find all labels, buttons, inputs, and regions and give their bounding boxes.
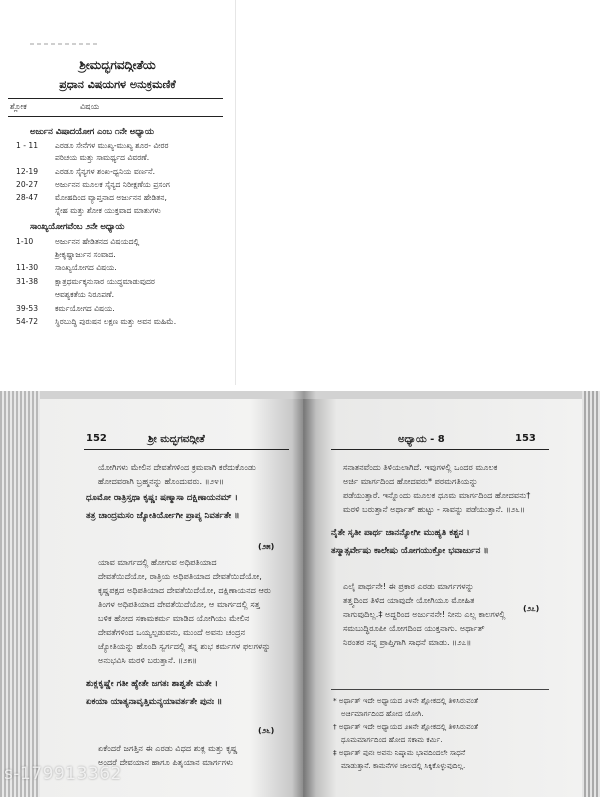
shloka-range: 31-38 (16, 277, 39, 286)
commentary-line: ಜ್ಯೋತಿಯನ್ನು ಹೊಂದಿ ಸ್ವರ್ಗದಲ್ಲಿ ತನ್ನ ಶುಭ ಕರ್ಮಗಳ ಫಲಗಳನ್ನು (98, 641, 271, 651)
commentary-line: ತಿಂಗಳ ಅಧಿಪತಿಯಾದ ದೇವತೆಯಿದೆಯೋ, ಆ ಮಾರ್ಗದಲ್ಲಿ ಸತ್ತ (98, 599, 260, 609)
footnote-line: ‡ ಅರ್ಥಾತ್ ಪುನಃ ಅವನು ನಿಷ್ಕಾಮ ಭಾವದಿಂದಲೇ ಸಾಧನೆ (333, 748, 466, 757)
topic-text: ಆವಶ್ಯಕತೆಯ ನಿರೂಪಣೆ. (55, 290, 115, 299)
shloka-range: 12-19 (16, 167, 39, 176)
watermark-text: s-179913362 (4, 764, 122, 784)
topic-text: ಕ್ಷಾತ್ರಧರ್ಮಕ್ಕನುಸಾರ ಯುದ್ಧಮಾಡುವುದರ (55, 277, 155, 286)
commentary-line: ನಿರಂತರ ನನ್ನ ಪ್ರಾಪ್ತಿಗಾಗಿ ಸಾಧನೆ ಮಾಡು. ॥೨೭॥ (343, 637, 472, 647)
topic-text: ಎರಡೂ ಸೈನ್ಯಗಳ ಶಂಖ-ಧ್ವನಿಯ ವರ್ಣನೆ. (55, 167, 155, 176)
commentary-line: ಮರಳಿ ಬರುತ್ತಾನೆ ಅರ್ಥಾತ್ ಹುಟ್ಟು - ಸಾವನ್ನು ಪಡೆಯುತ್ತಾನೆ. ॥೨೬॥ (343, 504, 525, 514)
right-page (303, 399, 582, 797)
commentary-line: ಬಳಿಕ ಹೋದ ಸಕಾಮಕರ್ಮ ಮಾಡಿದ ಯೋಗಿಯು ಮೇಲಿನ (98, 613, 250, 623)
commentary-line: ದೇವತೆಗಳಿಂದ ಒಯ್ಯಲ್ಪಡುವನು, ಮುಂದೆ ಅವನು ಚಂದ್ರನ (98, 627, 246, 637)
left-page (40, 399, 303, 797)
topic-text: ಸ್ನೇಹ ಮತ್ತು ಶೋಕ ಯುಕ್ತವಾದ ಮಾತುಗಳು (55, 206, 161, 215)
topic-text: ಅರ್ಜುನನ ಹೇಡಿತನದ ವಿಷಯದಲ್ಲಿ (55, 237, 140, 246)
shloka-range: 1-10 (16, 237, 34, 246)
col-shloka-label: ಶ್ಲೋಕ (10, 102, 27, 111)
verse-line: ನೈತೇ ಸೃತೀ ಪಾರ್ಥ ಜಾನನ್ಯೋಗೀ ಮುಹ್ಯತಿ ಕಶ್ಚನ । (331, 528, 470, 538)
commentary-line: ಅರ್ಚಿ ಮಾರ್ಗದಿಂದ ಹೋದವರು* ಪರಮಗತಿಯನ್ನು (343, 476, 478, 486)
page-edges-left (0, 391, 40, 797)
commentary-line: ಹೋದವರಾಗಿ ಬ್ರಹ್ಮನನ್ನು ಹೊಂದುವರು. ॥೨೪॥ (98, 476, 224, 486)
index-page (0, 0, 235, 385)
commentary-line: ಸನಾತನವೆಂದು ತಿಳಿಯಲಾಗಿದೆ. ಇವುಗಳಲ್ಲಿ ಒಂದರ ಮೂಲಕ (343, 462, 498, 472)
commentary-line: ಕೃಷ್ಣಪಕ್ಷದ ಅಧಿಪತಿಯಾದ ದೇವತೆಯಿದೆಯೋ, ದಕ್ಷಿಣಾಯನದ ಆರು (98, 585, 271, 595)
verse-line: ಏಕಯಾ ಯಾತ್ಯನಾವೃತ್ತಿಮನ್ಯಯಾವರ್ತತೇ ಪುನಃ ॥ (86, 697, 223, 707)
verse-line: ಧೂಮೋ ರಾತ್ರಿಸ್ತಥಾ ಕೃಷ್ಣಃ ಷಣ್ಮಾಸಾ ದಕ್ಷಿಣಾಯನಮ್ । (86, 493, 238, 503)
left-verse-number-2: (೨೬) (258, 726, 275, 735)
commentary-line: ಅನುಭವಿಸಿ ಮರಳಿ ಬರುತ್ತಾನೆ. ॥೨೫॥ (98, 655, 198, 665)
header-bottom-rule (8, 116, 223, 117)
commentary-line: ತತ್ತ್ವದಿಂದ ತಿಳಿದ ಯಾವುದೇ ಯೋಗಿಯೂ ಮೋಹಿತ (343, 595, 475, 605)
commentary-line: ಪಡೆಯುತ್ತಾರೆ. ಇನ್ನೊಂದು ಮೂಲಕ ಧೂಮ ಮಾರ್ಗದಿಂದ ಹೋದವನು† (343, 490, 531, 500)
right-running-head: ಅಧ್ಯಾಯ - 8 (398, 434, 445, 445)
commentary-line: ಏಕೆಂದರೆ ಜಗತ್ತಿನ ಈ ಎರಡು ವಿಧದ ಶುಕ್ಲ ಮತ್ತು ಕೃಷ್ಣ (98, 743, 238, 753)
column-header-row (8, 102, 223, 116)
footnote-line: ಮಾಡುತ್ತಾನೆ. ಕಾಮನೆಗಳ ಜಾಲದಲ್ಲಿ ಸಿಕ್ಕಿಕೊಳ್ಳುವುದಿಲ್ಲ. (341, 761, 466, 770)
verse-line: ತತ್ರ ಚಾಂದ್ರಮಸಂ ಜ್ಯೋತಿರ್ಯೋಗೀ ಪ್ರಾಪ್ಯ ನಿವರ್ತತೇ ॥ (86, 511, 240, 521)
topic-text: ಮೋಹದಿಂದ ವ್ಯಾಪ್ತನಾದ ಅರ್ಜುನನ ಹೇಡಿತನ, (55, 193, 167, 202)
topic-text: ಸ್ಥಿರಬುದ್ಧಿ ಪುರುಷನ ಲಕ್ಷಣ ಮತ್ತು ಅವನ ಮಹಿಮೆ. (55, 317, 177, 326)
left-verse-number-1: (೨೫) (258, 542, 275, 551)
left-running-head: ಶ್ರೀ ಮದ್ಭಗವದ್ಗೀತೆ (148, 434, 205, 445)
topic-text: ಅರ್ಜುನ ವಿಷಾದಯೋಗ ಎಂಬ ೧ನೇ ಅಧ್ಯಾಯ (30, 126, 154, 136)
index-subtitle: ಪ್ರಧಾನ ವಿಷಯಗಳ ಅನುಕ್ರಮಣಿಕೆ (59, 78, 176, 91)
commentary-line: ಸಮಬುದ್ಧಿರೂಪೀ ಯೋಗದಿಂದ ಯುಕ್ತನಾಗು. ಅರ್ಥಾತ್ (343, 623, 485, 633)
book-gutter-shadow (292, 391, 316, 797)
shloka-range: 54-72 (16, 317, 39, 326)
commentary-line: ಯಾವ ಮಾರ್ಗದಲ್ಲಿ ಹೋಗುವ ಅಧಿಪತಿಯಾದ (98, 557, 217, 567)
right-page-number: 153 (515, 433, 536, 444)
right-head-rule (331, 449, 549, 450)
commentary-line: ಎಲೈ ಪಾರ್ಥನೇ! ಈ ಪ್ರಕಾರ ಎರಡು ಮಾರ್ಗಗಳನ್ನು (343, 581, 474, 591)
footnote-line: † ಅರ್ಥಾತ್ ಇದೇ ಅಧ್ಯಾಯದ ೨೫ನೇ ಶ್ಲೋಕದಲ್ಲಿ ತಿಳಿಸಿರುವಂತೆ (333, 722, 478, 731)
faint-header-line (30, 43, 100, 45)
shloka-range: 11-30 (16, 263, 39, 272)
commentary-line: ದೇವತೆಯಿದೆಯೋ, ರಾತ್ರಿಯ ಅಧಿಪತಿಯಾದ ದೇವತೆಯಿದೆಯೋ, (98, 571, 262, 581)
header-top-rule (8, 98, 223, 99)
topic-text: ಕರ್ಮಯೋಗದ ವಿಷಯ. (55, 304, 115, 313)
footnote-line: * ಅರ್ಥಾತ್ ಇದೇ ಅಧ್ಯಾಯದ ೨೪ನೇ ಶ್ಲೋಕದಲ್ಲಿ ತಿಳಿಸಿರುವಂತೆ (333, 696, 478, 705)
col-vishaya-label: ವಿಷಯ (80, 102, 100, 111)
footnote-line: ಅರ್ಚಿಮಾರ್ಗದಿಂದ ಹೋದ ಯೋಗಿ. (341, 709, 424, 718)
topic-text: ಅರ್ಜುನನ ಮೂಲಕ ಸೈನ್ಯದ ನಿರೀಕ್ಷಣೆಯ ಪ್ರಸಂಗ (55, 180, 170, 189)
topic-text: ಸಾಂಖ್ಯಯೋಗದ ವಿಷಯ. (55, 263, 117, 272)
topic-text: ಪರಿಚಯ ಮತ್ತು ಸಾಮರ್ಥ್ಯದ ವಿವರಣೆ. (55, 153, 150, 162)
shloka-range: 20-27 (16, 180, 39, 189)
left-page-number: 152 (86, 433, 107, 444)
shloka-range: 1 - 11 (16, 141, 39, 150)
topic-text: ಶ್ರೀಕೃಷ್ಣಾರ್ಜುನ ಸಂವಾದ. (55, 250, 116, 259)
verse-line: ಶುಕ್ಲಕೃಷ್ಣೇ ಗತೀ ಹ್ಯೇತೇ ಜಗತಃ ಶಾಶ್ವತೇ ಮತೇ । (86, 679, 218, 689)
left-head-rule (84, 449, 289, 450)
index-title: ಶ್ರೀಮದ್ಭಗವದ್ಗೀತೆಯ (79, 58, 156, 72)
shloka-range: 28-47 (16, 193, 39, 202)
commentary-line: ಯೋಗಿಗಳು ಮೇಲಿನ ದೇವತೆಗಳಿಂದ ಕ್ರಮವಾಗಿ ಕರೆದುಕೊಂಡು (98, 462, 256, 472)
verse-line: ತಸ್ಮಾತ್ಸರ್ವೇಷು ಕಾಲೇಷು ಯೋಗಯುಕ್ತೋ ಭವಾರ್ಜುನ ॥ (331, 546, 489, 556)
footnote-rule (331, 689, 549, 690)
shloka-range: 39-53 (16, 304, 39, 313)
commentary-line: ಅಂದರೆ ದೇವಯಾನ ಹಾಗೂ ಪಿತೃಯಾನ ಮಾರ್ಗಗಳು (98, 757, 234, 767)
page-edges-right (582, 391, 600, 797)
commentary-line: ನಾಗುವುದಿಲ್ಲ.‡ ಅದ್ದರಿಂದ ಅರ್ಜುನನೇ! ನೀನು ಎಲ್ಲ ಕಾಲಗಳಲ್ಲಿ (343, 609, 506, 619)
open-book-photo (0, 391, 600, 797)
topic-text: ಎರಡೂ ಸೇನೆಗಳ ಮುಖ್ಯ-ಮುಖ್ಯ ಶೂರ- ವೀರರ (55, 141, 169, 150)
right-verse-number: (೨೭) (523, 604, 540, 613)
topic-text: ಸಾಂಖ್ಯಯೋಗವೆಂಬ ೨ನೇ ಅಧ್ಯಾಯ (30, 221, 125, 231)
footnote-line: ಧೂಮಮಾರ್ಗದಿಂದ ಹೋದ ಸಕಾಮ ಕರ್ಮಿ. (341, 735, 443, 744)
